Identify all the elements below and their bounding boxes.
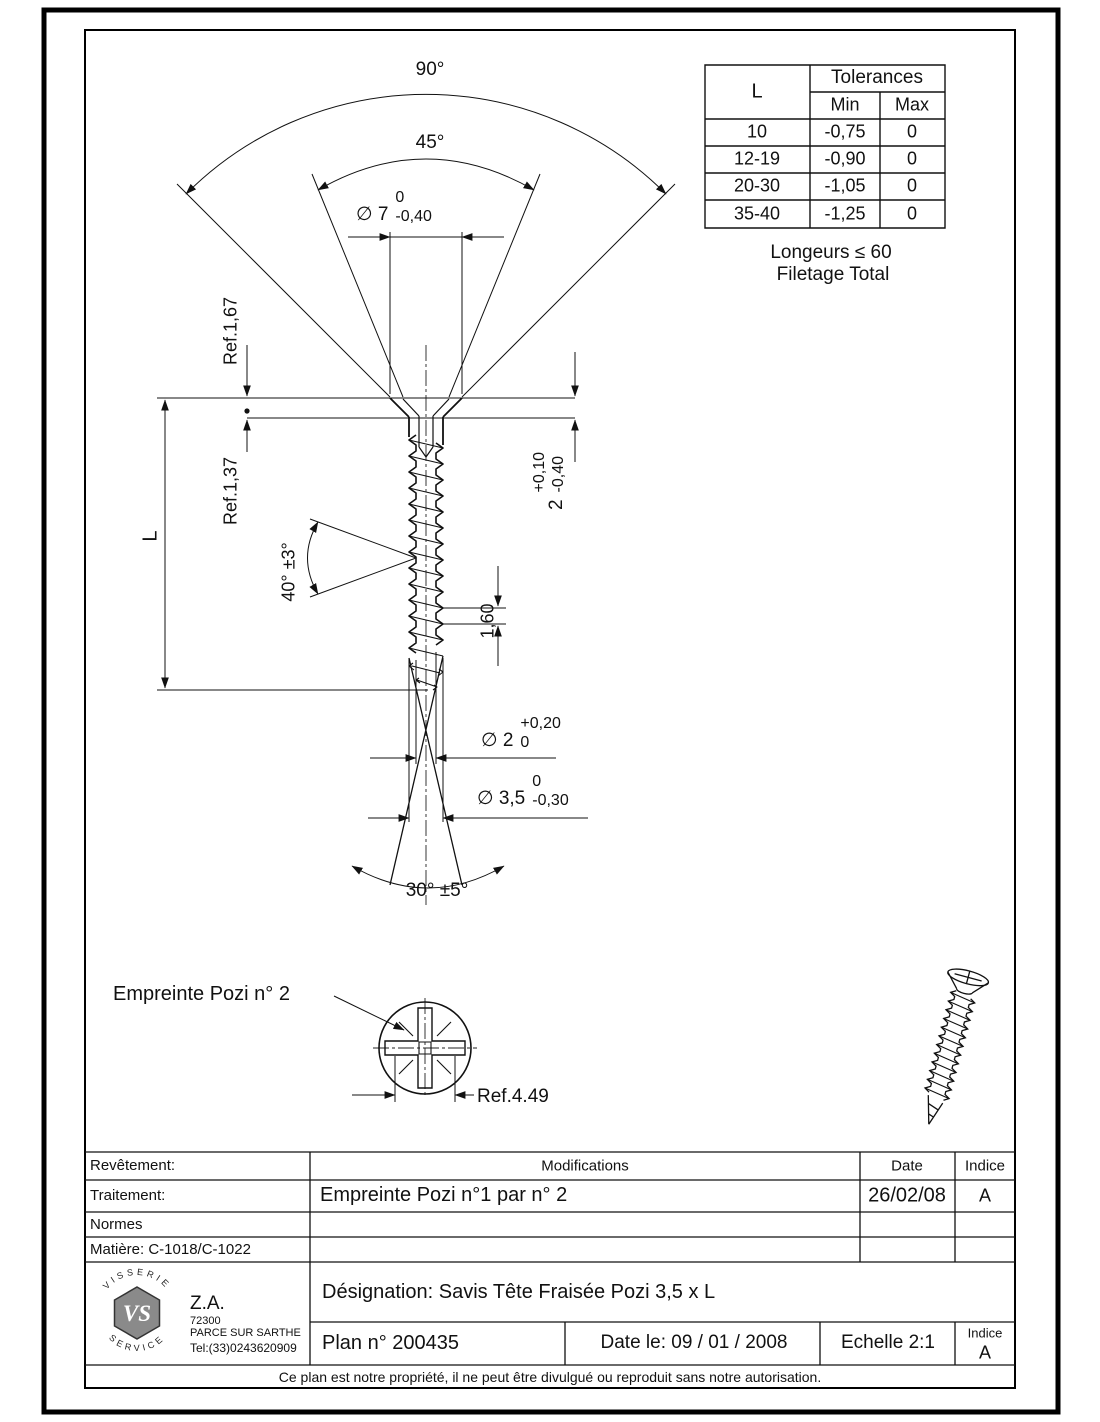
dim-head-diameter [356, 188, 432, 226]
core-diameter-tol-lower: 0 [520, 734, 530, 751]
head-height-value: 2 [546, 499, 567, 511]
thread-diameter-tol-upper: 0 [532, 773, 542, 790]
note-longeurs: Longeurs ≤ 60 [770, 242, 892, 263]
scale: Echelle 2:1 [840, 1332, 936, 1353]
header-indice: Indice [964, 1157, 1006, 1175]
tol-header-min: Min [830, 94, 860, 115]
company-postal: 72300 [190, 1315, 221, 1327]
label-revetement: Revêtement: [90, 1157, 176, 1174]
thread-diameter-tol-lower: -0,30 [532, 792, 569, 809]
thread-left-edge [409, 435, 416, 653]
logo-initials: VS [122, 1301, 152, 1326]
tol-header-tolerances: Tolerances [831, 67, 923, 88]
tol-cell-max-3: 0 [906, 203, 918, 224]
tol-header-max: Max [894, 94, 930, 115]
tol-cell-l-2: 20-30 [733, 175, 781, 196]
dim-core-diameter [478, 714, 564, 752]
company-city: PARCE SUR SARTHE [190, 1327, 301, 1339]
centerlines [373, 345, 477, 1098]
core-diameter-tol-upper: +0,20 [520, 715, 561, 732]
tol-cell-max-1: 0 [906, 148, 918, 169]
ownership-notice: Ce plan est notre propriété, il ne peut être divulgué ou reproduit sans notre autorisation. [278, 1369, 822, 1385]
head-diameter-tol-upper: 0 [395, 189, 405, 206]
tol-cell-max-0: 0 [906, 121, 918, 142]
head-diameter-tol-lower: -0,40 [395, 208, 432, 225]
company-tel: Tel:(33)0243620909 [190, 1341, 297, 1355]
dim-ref-167: Ref.1,67 [220, 296, 241, 366]
dim-tip-angle: 30° ±5° [405, 880, 469, 901]
modification-entry: Empreinte Pozi n°1 par n° 2 [320, 1184, 568, 1206]
thread-diameter-value: ∅ 3,5 [477, 788, 526, 809]
dim-head-height [530, 452, 568, 510]
tol-cell-min-3: -1,25 [824, 203, 866, 224]
tol-cell-max-2: 0 [906, 175, 918, 196]
plan-number: Plan n° 200435 [322, 1332, 460, 1354]
modification-indice: A [978, 1185, 992, 1206]
head-height-tol-lower: -0,40 [550, 455, 567, 493]
label-normes: Normes [90, 1216, 143, 1233]
company-logo [101, 1267, 173, 1353]
label-matiere: Matière: C-1018/C-1022 [90, 1241, 251, 1258]
recess-callout: Empreinte Pozi n° 2 [113, 983, 290, 1005]
tol-cell-l-3: 35-40 [733, 203, 781, 224]
modification-date: 26/02/08 [868, 1184, 946, 1207]
logo-arc-text-top: VISSERIE [100, 1266, 174, 1292]
dim-pitch: 1,60 [477, 603, 498, 639]
dim-ref-137: Ref.1,37 [220, 456, 241, 526]
tol-cell-l-0: 10 [746, 121, 768, 142]
header-date: Date [891, 1157, 923, 1175]
label-traitement: Traitement: [90, 1187, 166, 1204]
iso-screw-view [908, 966, 990, 1130]
dim-angle-45: 45° [415, 132, 445, 153]
dim-length-L: L [139, 530, 162, 542]
tol-header-L: L [751, 80, 763, 103]
plan-date: Date le: 09 / 01 / 2008 [600, 1332, 788, 1353]
tol-cell-min-0: -0,75 [824, 121, 866, 142]
indice-value: A [978, 1342, 992, 1363]
head-diameter-value: ∅ 7 [356, 204, 389, 225]
header-modifications: Modifications [541, 1157, 629, 1175]
tol-cell-min-1: -0,90 [824, 148, 866, 169]
dim-thread-diameter [474, 772, 572, 810]
dim-recess-ref: Ref.4.49 [477, 1086, 549, 1107]
tol-cell-l-1: 12-19 [733, 148, 781, 169]
tol-cell-min-2: -1,05 [824, 175, 866, 196]
designation: Désignation: Savis Tête Fraisée Pozi 3,5 x L [322, 1281, 716, 1303]
indice-label: Indice [967, 1325, 1003, 1341]
dim-thread-angle: 40° ±3° [278, 542, 299, 602]
dimension-lines [157, 94, 675, 1102]
dim-angle-90: 90° [415, 59, 445, 80]
logo-arc-text-bottom: SERVICE [107, 1332, 167, 1354]
company-za: Z.A. [190, 1293, 225, 1314]
note-filetage: Filetage Total [776, 264, 890, 285]
core-diameter-value: ∅ 2 [481, 730, 514, 751]
head-height-tol-upper: +0,10 [531, 451, 548, 493]
